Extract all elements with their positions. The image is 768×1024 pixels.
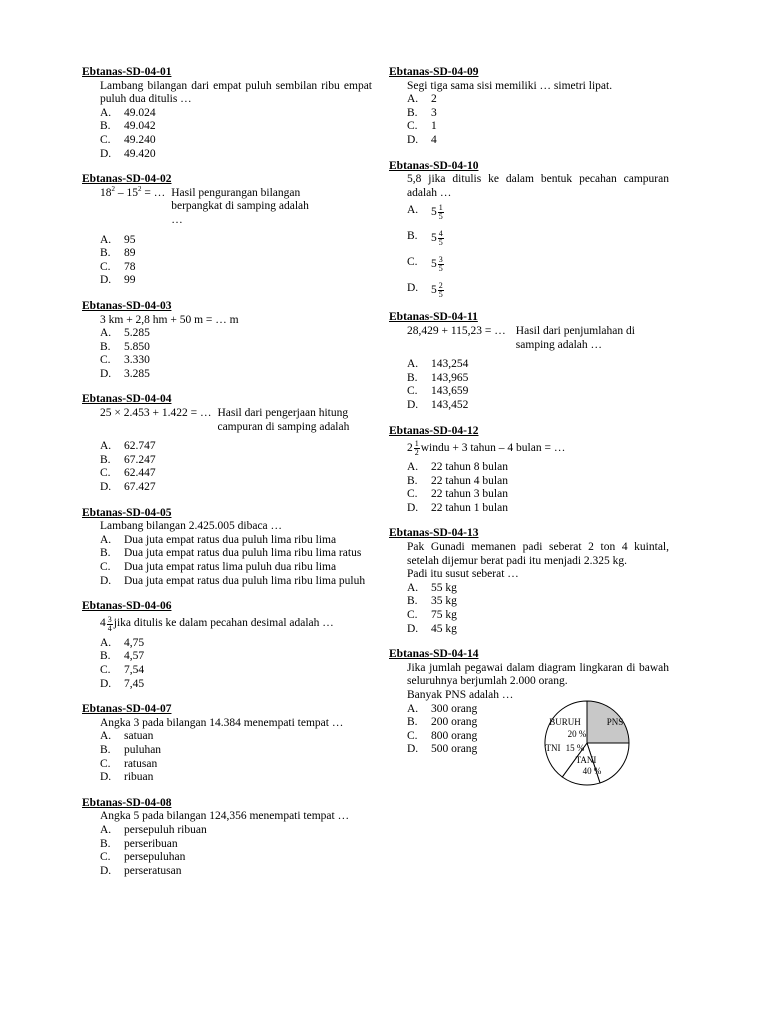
question-title: Ebtanas-SD-04-02 (82, 173, 172, 186)
mixed-fraction: 2 $\frac{1}{2}$ (407, 439, 419, 458)
option-c: C. 49.240 (100, 133, 156, 146)
option-c: C. 800 orang (407, 729, 478, 742)
question-title: Ebtanas-SD-04-04 (82, 393, 172, 406)
question-01 (82, 66, 372, 161)
pie-value-buruh: 20 % (567, 729, 587, 739)
option-b: B. 5 $\frac{4}{5}$ (407, 229, 443, 248)
question-02 (82, 173, 372, 288)
option-c: C. 3.330 (100, 354, 150, 367)
option-d: D. 4 (407, 133, 437, 146)
question-stem: Pak Gunadi memanen padi seberat 2 ton 4 kuintal, setelah dijemur berat padi itu menjadi 2.325 kg. (407, 541, 669, 567)
option-c: C. 1 (407, 120, 437, 133)
question-description: Hasil dari penjumlahan di samping adalah … (515, 324, 635, 351)
question-07 (82, 703, 372, 785)
question-title: Ebtanas-SD-04-06 (82, 600, 172, 613)
question-stem: 2 $\frac{1}{2}$ windu + 3 tahun – 4 bulan = … (407, 439, 566, 458)
option-d: D. 500 orang (407, 743, 478, 756)
option-a: A. 4,75 (100, 636, 145, 649)
question-stem: Angka 3 pada bilangan 14.384 menempati tempat … (100, 716, 344, 729)
pie-label-pns: PNS (606, 717, 624, 727)
option-d: D. 5 $\frac{2}{5}$ (407, 281, 443, 300)
question-10 (389, 160, 669, 300)
question-title: Ebtanas-SD-04-13 (389, 527, 479, 540)
option-a: A. 143,254 (407, 358, 469, 371)
option-d: D. 99 (100, 274, 136, 287)
option-c: C. 75 kg (407, 609, 457, 622)
option-a: A. 2 (407, 93, 437, 106)
question-title: Ebtanas-SD-04-03 (82, 299, 172, 312)
option-c: C. 7,54 (100, 663, 145, 676)
question-11 (389, 311, 669, 412)
option-d: D. ribuan (100, 771, 154, 784)
option-a: A. 5.285 (100, 327, 150, 340)
option-c: C. persepuluhan (100, 851, 186, 864)
option-b: B. 22 tahun 4 bulan (407, 474, 508, 487)
question-stem: Lambang bilangan dari empat puluh sembilan ribu empat puluh dua ditulis … (100, 79, 372, 106)
option-a: A. Dua juta empat ratus dua puluh lima ribu lima (100, 533, 337, 546)
option-a: A. 300 orang (407, 702, 478, 715)
question-title: Ebtanas-SD-04-01 (82, 66, 172, 78)
question-title: Ebtanas-SD-04-07 (82, 703, 172, 716)
option-c: C. 78 (100, 260, 136, 273)
option-a: A. 55 kg (407, 581, 457, 594)
option-d: D. 67.427 (100, 481, 156, 494)
question-stem: 5,8 jika ditulis ke dalam bentuk pecahan campuran adalah … (407, 173, 669, 199)
question-stem: Segi tiga sama sisi memiliki … simetri lipat. (407, 79, 613, 92)
option-b: B. 3 (407, 106, 437, 119)
pie-label-buruh: BURUH (549, 717, 581, 727)
question-05 (82, 507, 372, 589)
option-c: C. Dua juta empat ratus lima puluh dua ribu lima (100, 561, 337, 573)
option-c: C. 62.447 (100, 467, 156, 480)
question-stem: Jika jumlah pegawai dalam diagram lingkaran di bawah seluruhnya berjumlah 2.000 orang. (407, 661, 669, 688)
question-stem: 3 km + 2,8 hm + 50 m = … m (100, 313, 239, 326)
option-c: C. 22 tahun 3 bulan (407, 488, 508, 501)
option-d: D. 49.420 (100, 147, 156, 160)
option-b: B. 200 orang (407, 716, 478, 729)
option-a: A. 5 $\frac{1}{5}$ (407, 203, 443, 222)
question-expression: 25 × 2.453 + 1.422 = … (100, 407, 212, 420)
option-d: D. perseratusan (100, 864, 182, 877)
pie-chart-svg (544, 700, 630, 786)
question-04 (82, 393, 372, 494)
option-b: B. 67.247 (100, 453, 156, 466)
pie-value-tani: 40 % (582, 766, 602, 776)
option-d: D. 45 kg (407, 622, 457, 635)
option-c: C. ratusan (100, 757, 158, 770)
question-description: Hasil pengurangan bilangan berpangkat di samping adalah … (171, 186, 309, 226)
question-08 (82, 797, 372, 879)
option-d: D. Dua juta empat ratus dua puluh lima ribu lima puluh (100, 574, 366, 587)
question-12 (389, 425, 669, 516)
question-description: Hasil dari pengerjaan hitung campuran di samping adalah (217, 407, 350, 433)
question-stem-2: Banyak PNS adalah … (407, 689, 514, 701)
option-d: D. 3.285 (100, 367, 150, 380)
option-a: A. 95 (100, 233, 136, 246)
question-stem: 4 $\frac{3}{4}$ jika ditulis ke dalam pecahan desimal adalah … (100, 614, 334, 633)
question-stem: Angka 5 pada bilangan 124,356 menempati tempat … (100, 810, 350, 823)
option-b: B. 143,965 (407, 371, 469, 384)
question-09 (389, 66, 669, 148)
option-b: B. 5.850 (100, 340, 150, 353)
question-title: Ebtanas-SD-04-09 (389, 66, 479, 78)
pie-label-tani: TANI (575, 755, 597, 765)
pie-chart (544, 700, 630, 786)
pie-label-tni: TNI (545, 743, 561, 753)
question-stem: Lambang bilangan 2.425.005 dibaca … (100, 520, 283, 533)
question-03 (82, 300, 372, 382)
pie-value-tni: 15 % (565, 743, 585, 753)
question-expression: $18^2 - 15^2$ = … (100, 184, 166, 199)
question-title: Ebtanas-SD-04-12 (389, 424, 479, 437)
question-06 (82, 600, 372, 691)
option-a: A. 62.747 (100, 440, 156, 453)
option-c: C. 5 $\frac{3}{5}$ (407, 255, 443, 274)
option-a: A. 49.024 (100, 106, 156, 119)
option-d: D. 7,45 (100, 677, 145, 690)
option-a: A. persepuluh ribuan (100, 823, 207, 836)
question-expression: 28,429 + 115,23 = … (407, 324, 506, 337)
option-d: D. 22 tahun 1 bulan (407, 501, 508, 514)
left-column (82, 66, 372, 890)
question-title: Ebtanas-SD-04-10 (389, 159, 479, 172)
option-b: B. puluhan (100, 743, 162, 756)
question-title: Ebtanas-SD-04-14 (389, 648, 479, 661)
option-b: B. 49.042 (100, 120, 156, 133)
option-d: D. 143,452 (407, 398, 469, 411)
question-title: Ebtanas-SD-04-08 (82, 796, 172, 809)
option-c: C. 143,659 (407, 385, 469, 398)
option-a: A. satuan (100, 730, 154, 743)
question-stem-2: Padi itu susut seberat … (407, 568, 519, 581)
option-b: B. perseribuan (100, 837, 178, 850)
question-13 (389, 527, 669, 636)
question-title: Ebtanas-SD-04-11 (389, 311, 478, 324)
question-title: Ebtanas-SD-04-05 (82, 506, 172, 519)
option-b: B. Dua juta empat ratus dua puluh lima ribu lima ratus (100, 547, 362, 560)
mixed-fraction: 4 $\frac{3}{4}$ (100, 614, 112, 633)
right-column (389, 66, 669, 769)
option-b: B. 4,57 (100, 650, 145, 663)
option-a: A. 22 tahun 8 bulan (407, 461, 508, 474)
option-b: B. 35 kg (407, 595, 457, 608)
option-b: B. 89 (100, 247, 136, 260)
